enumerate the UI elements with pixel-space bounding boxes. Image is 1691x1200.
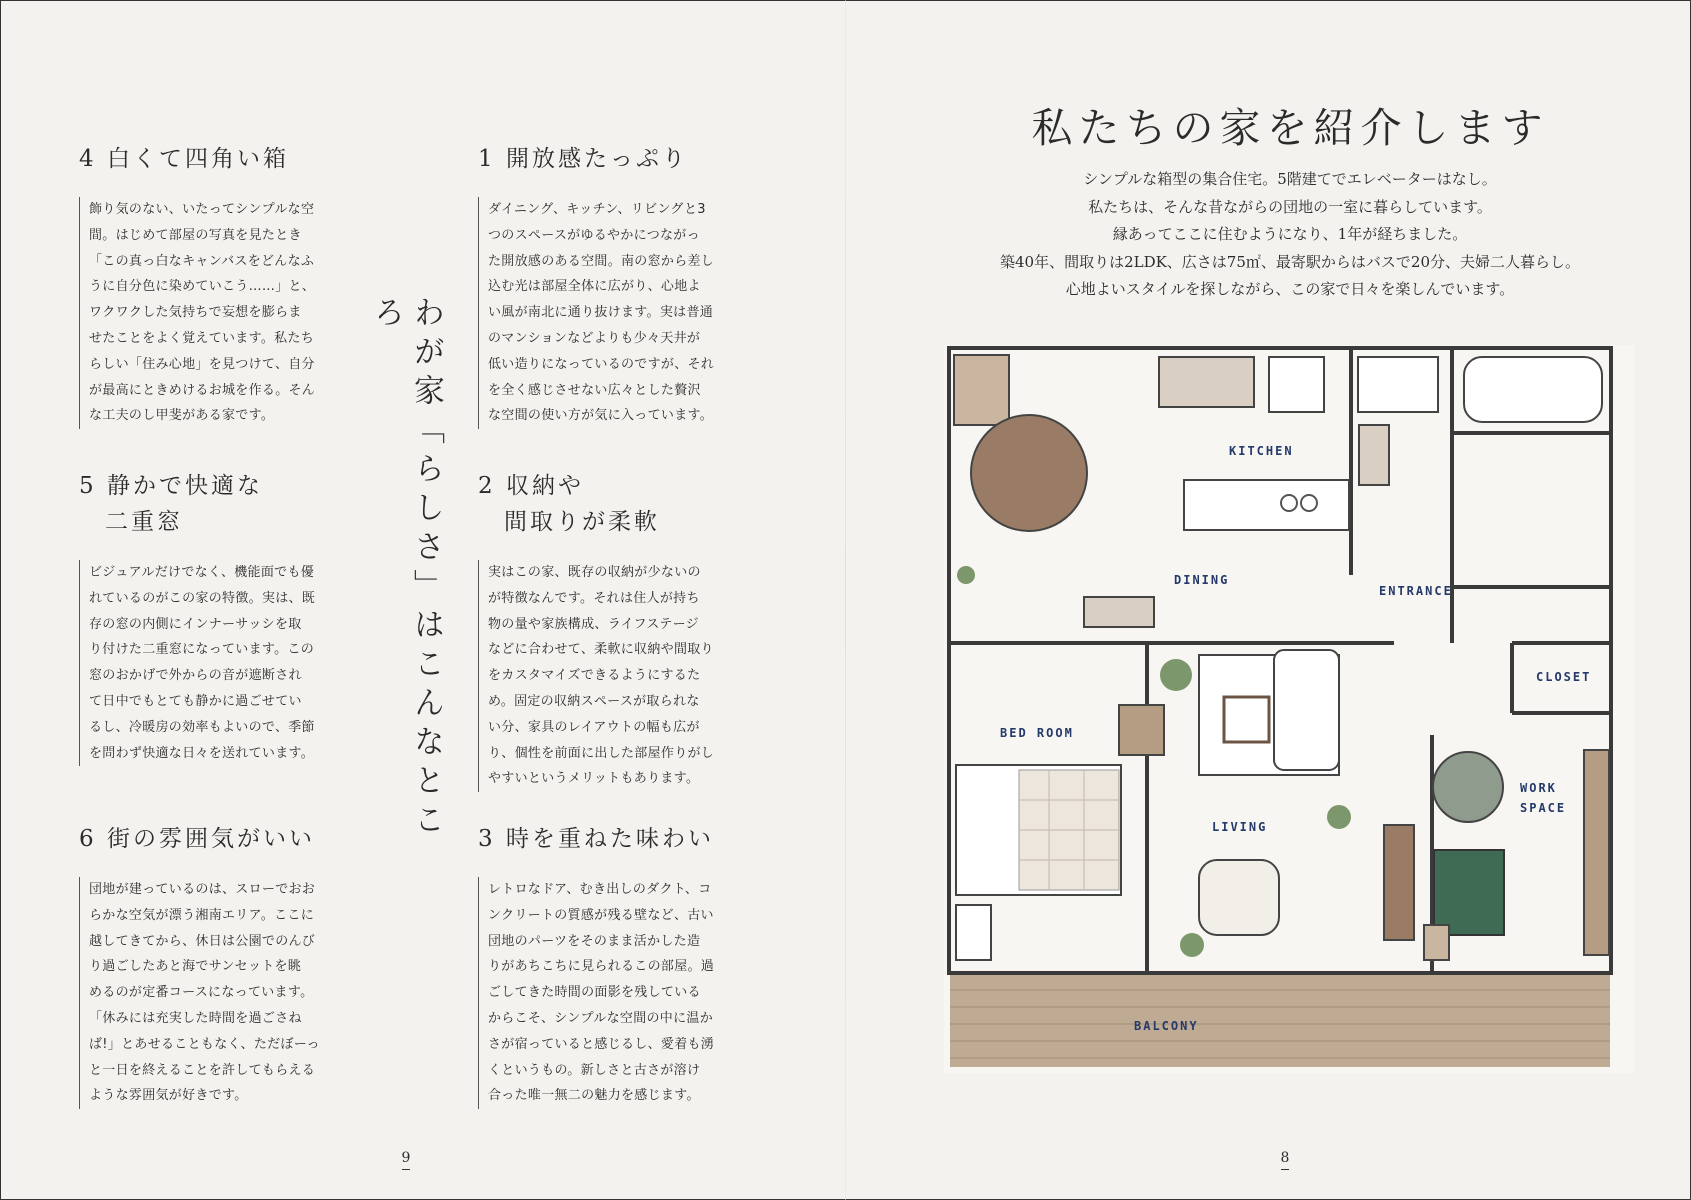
section-6-heading: 6 街の雰囲気がいい xyxy=(79,826,315,852)
section-6-body: 団地が建っているのは、スローでおお らかな空気が漂う湘南エリア。ここに 越してきてから、休日は公園でのんび り過ごしたあと海でサンセットを眺 めるのが定番コースになっています。 「休みには充実した時間を過ごさね ば!」とあせることもなく、ただぼーっ と一日を終えることを許してもらえる ような雰囲気が好きです。 xyxy=(79,877,344,1109)
section-6 xyxy=(79,821,344,1109)
page-number-left: 9 xyxy=(396,1150,416,1170)
page-title: 私たちの家を紹介します xyxy=(1031,104,1549,152)
section-4-body: 飾り気のない、いたってシンプルな空 間。はじめて部屋の写真を見たとき 「この真っ白なキャンバスをどんなふ うに自分色に染めていこう……」と、 ワクワクした気持ちで妄想を膨らま せたことをよく覚えています。私たち らしい「住み心地」を見つけて、自分 が最高にときめけるお城を作る。そん な工夫のし甲斐がある家です。 xyxy=(79,197,344,429)
section-1-heading: 1 開放感たっぷり xyxy=(478,146,688,172)
room-label-closet: CLOSET xyxy=(1536,670,1592,684)
page-number-right: 8 xyxy=(1275,1150,1295,1170)
room-label-workspace: WORK SPACE xyxy=(1520,781,1567,815)
section-2-body: 実はこの家、既存の収納が少ないの が特徴なんです。それは住人が持ち 物の量や家族構成、ライフステージ などに合わせて、柔軟に収納や間取り をカスタマイズできるようにするた め。固定の収納スペースが取られな い分、家具のレイアウトの幅も広が り、個性を前面に出した部屋作りがし やすいというメリットもあります。 xyxy=(478,560,743,792)
floor-plan xyxy=(944,345,1634,1073)
section-1 xyxy=(478,141,743,429)
section-5-heading: 5 静かで快適な 二重窓 xyxy=(79,473,263,535)
room-label-entrance: ENTRANCE xyxy=(1379,584,1453,598)
section-4-heading: 4 白くて四角い箱 xyxy=(79,146,289,172)
vertical-title: わが家「らしさ」はこんなところ xyxy=(368,296,444,842)
room-label-living: LIVING xyxy=(1212,820,1268,834)
room-label-dining: DINING xyxy=(1174,573,1230,587)
section-5 xyxy=(79,468,344,766)
room-label-bedroom: BED ROOM xyxy=(1000,726,1074,740)
book-spine xyxy=(845,0,846,1200)
section-3-heading: 3 時を重ねた味わい xyxy=(478,826,714,852)
section-3 xyxy=(478,821,743,1109)
room-label-balcony: BALCONY xyxy=(1134,1019,1199,1033)
section-1-body: ダイニング、キッチン、リビングと3 つのスペースがゆるやかにつながっ た開放感のある空間。南の窓から差し 込む光は部屋全体に広がり、心地よ い風が南北に通り抜けます。実は普通 のマンションなどよりも少々天井が 低い造りになっているのですが、それ を全く感じさせない広々とした贅沢 な空間の使い方が気に入っています。 xyxy=(478,197,743,429)
section-3-body: レトロなドア、むき出しのダクト、コ ンクリートの質感が残る壁など、古い 団地のパーツをそのまま活かした造 りがあちこちに見られるこの部屋。過 ごしてきた時間の面影を残している からこそ、シンプルな空間の中に温か さが宿っていると感じるし、愛着も湧 くというもの。新しさと古さが溶け 合った唯一無二の魅力を感じます。 xyxy=(478,877,743,1109)
section-4 xyxy=(79,141,344,429)
room-label-kitchen: KITCHEN xyxy=(1229,444,1294,458)
intro-text: シンプルな箱型の集合住宅。5階建てでエレベーターはなし。 私たちは、そんな昔ながらの団地の一室に暮らしています。 縁あってここに住むようになり、1年が経ちました。 築40年、間取りは2LDK、広さは75㎡、最寄駅からはバスで20分、夫婦二人暮らし。 心地よいスタイルを探しながら、この家で日々を楽しんでいます。 xyxy=(999,170,1580,299)
section-2-heading: 2 収納や 間取りが柔軟 xyxy=(478,473,660,535)
section-2 xyxy=(478,468,743,792)
section-5-body: ビジュアルだけでなく、機能面でも優 れているのがこの家の特徴。実は、既 存の窓の内側にインナーサッシを取 り付けた二重窓になっています。この 窓のおかげで外からの音が遮断され て日中でもとても静かに過ごせてい るし、冷暖房の効率もよいので、季節 を問わず快適な日々を送れています。 xyxy=(79,560,344,766)
